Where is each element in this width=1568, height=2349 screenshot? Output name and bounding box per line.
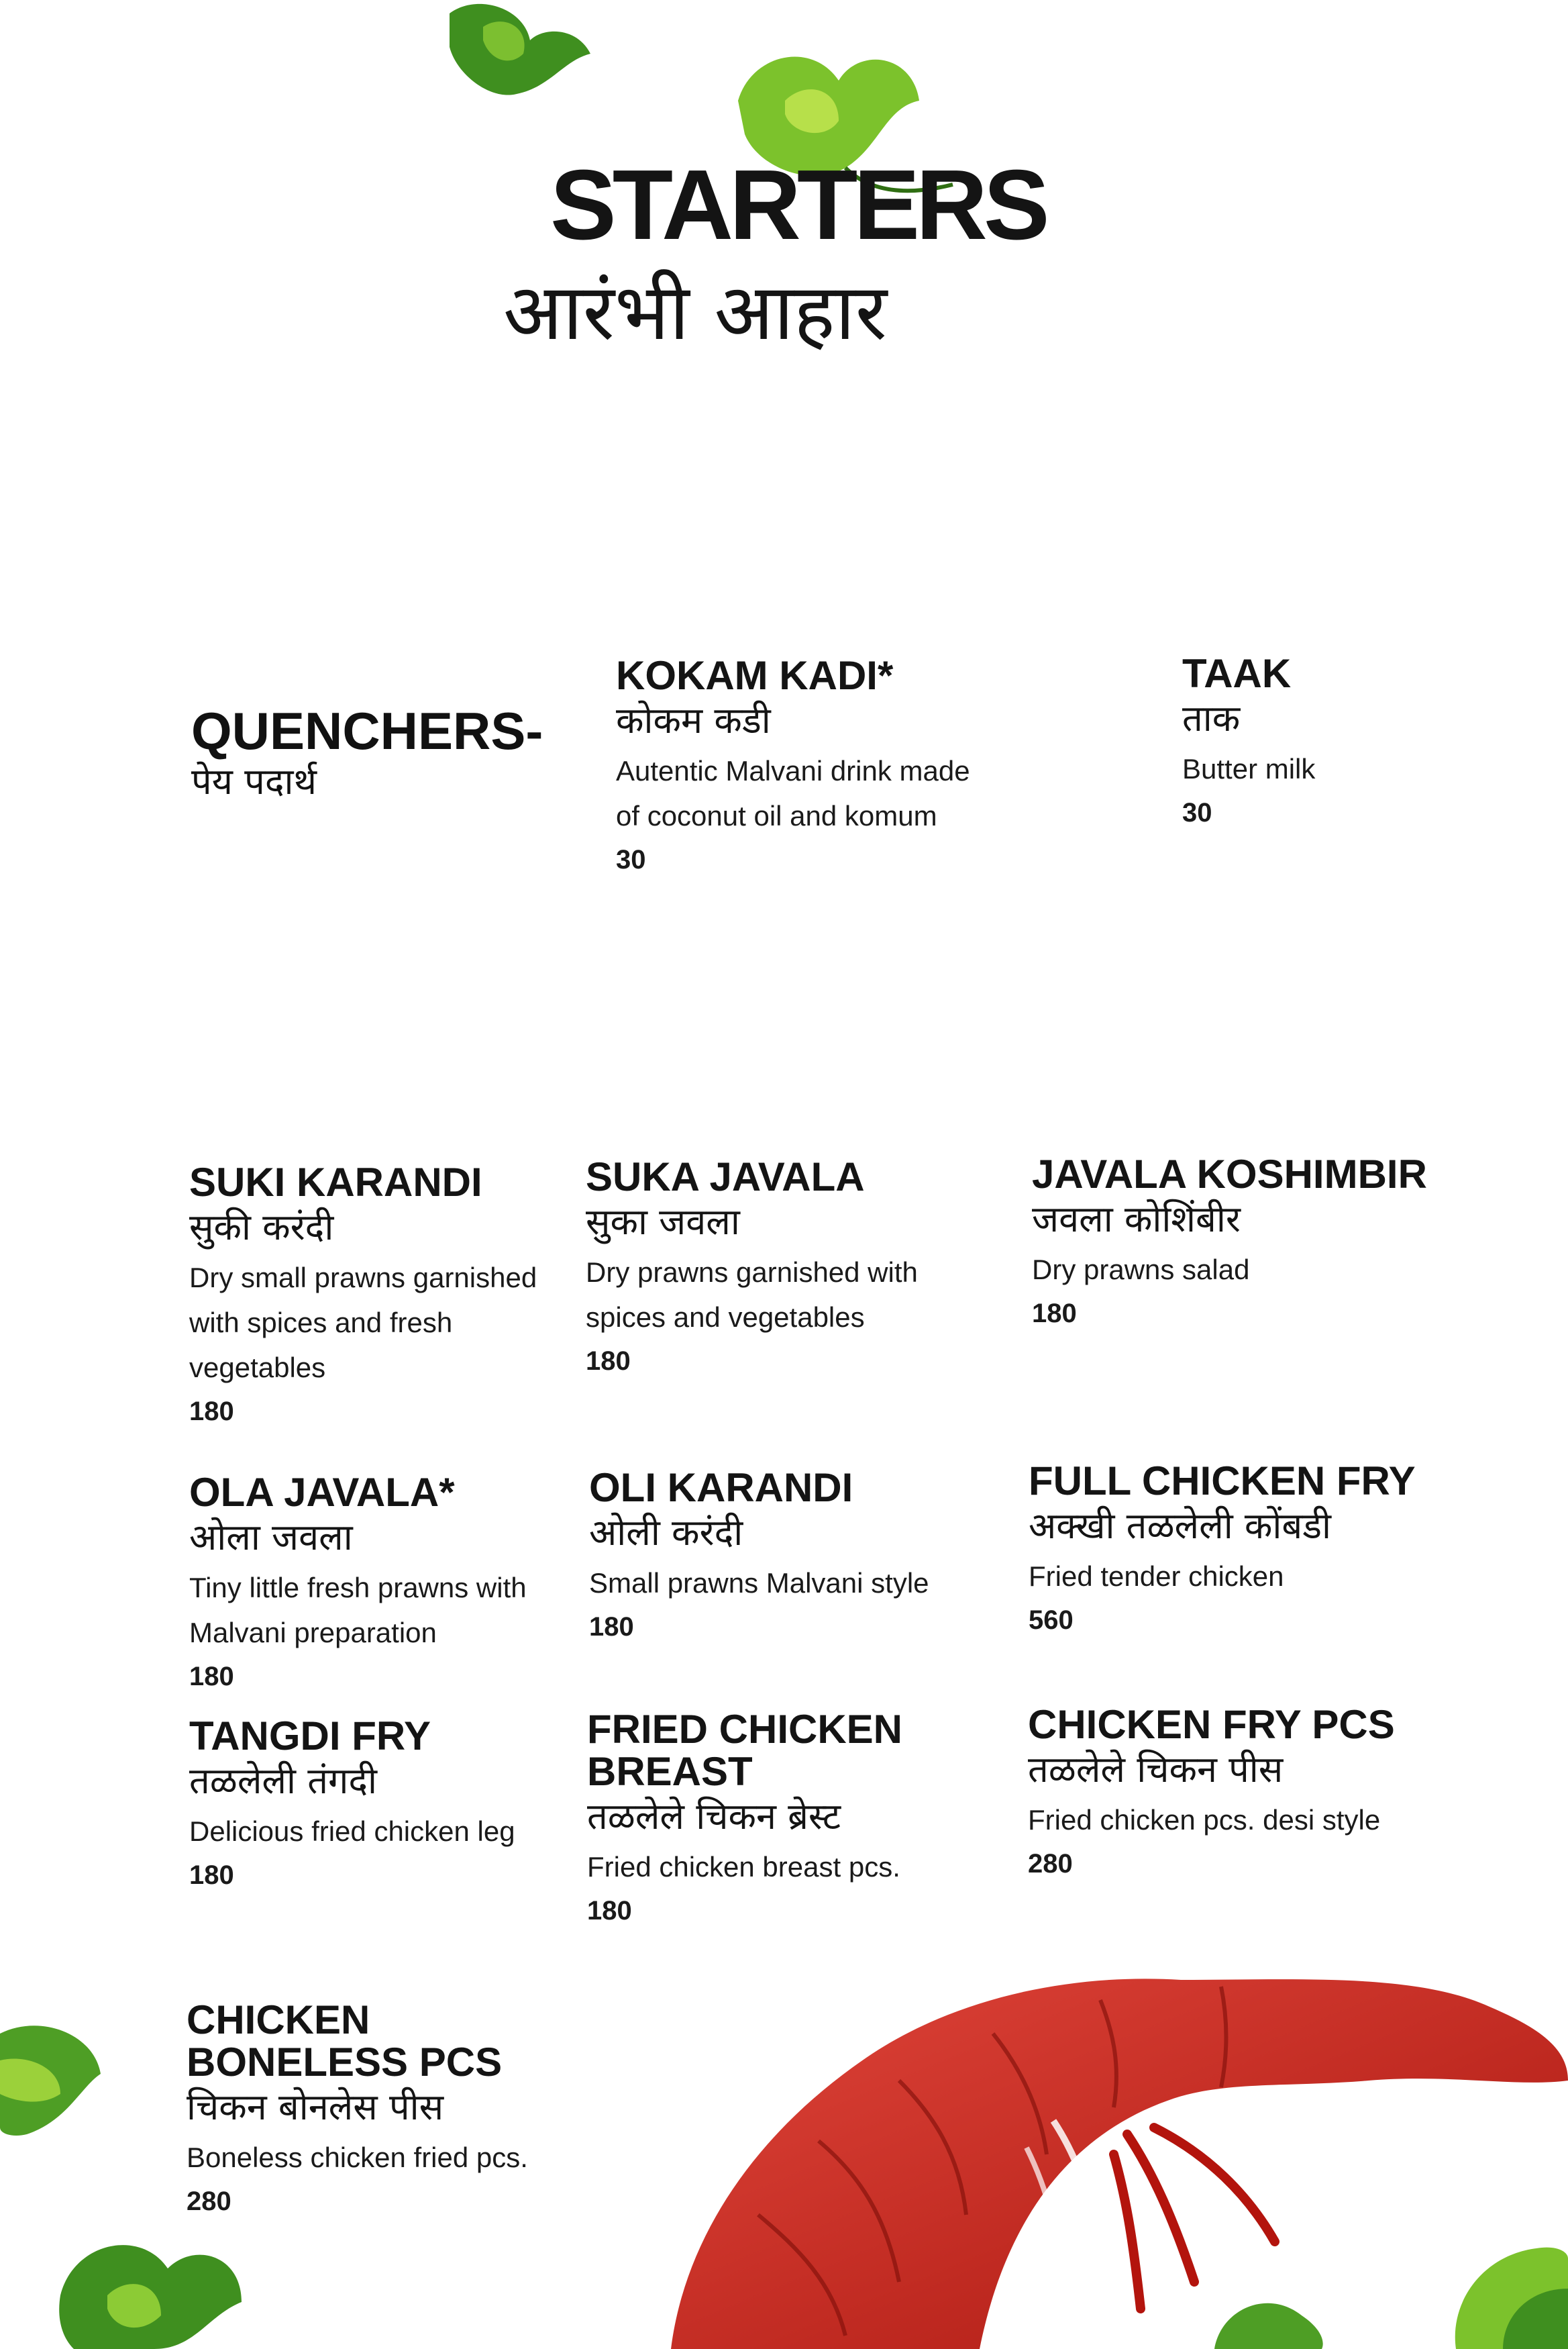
coriander-leaf-icon	[1429, 2228, 1568, 2349]
item-description: Delicious fried chicken leg	[189, 1815, 515, 1847]
item-name-marathi: ओली करंदी	[589, 1511, 743, 1554]
item-name-marathi: सुकी करंदी	[189, 1206, 334, 1248]
coriander-leaf-icon	[47, 2215, 248, 2349]
menu-item	[189, 1471, 565, 1698]
menu-item	[1028, 1703, 1471, 1885]
item-price: 280	[1028, 1848, 1073, 1879]
item-price: 280	[187, 2186, 231, 2216]
item-price: 180	[189, 1662, 234, 1692]
menu-item	[1182, 652, 1518, 834]
item-price: 180	[587, 1895, 632, 1926]
item-description: Dry prawns salad	[1032, 1253, 1250, 1285]
coriander-leaf-icon	[429, 0, 631, 107]
item-description: Fried tender chicken	[1029, 1560, 1284, 1592]
item-name-marathi: तळलेले चिकन पीस	[1028, 1748, 1284, 1791]
item-name: SUKA JAVALA	[586, 1154, 865, 1199]
item-name-marathi: तळलेली तंगदी	[189, 1760, 378, 1802]
item-description: Small prawns Malvani style	[589, 1566, 929, 1599]
coriander-leaf-icon	[0, 2007, 121, 2154]
item-name-marathi: ताक	[1182, 697, 1241, 740]
item-name-marathi: जवला कोशिंबीर	[1032, 1198, 1241, 1240]
item-name-marathi: चिकन बोनलेस पीस	[187, 2086, 444, 2128]
menu-item	[1029, 1460, 1471, 1642]
item-description: Fried chicken breast pcs.	[587, 1850, 900, 1883]
item-name-marathi: तळलेले चिकन ब्रेस्ट	[587, 1795, 841, 1838]
item-description: Boneless chicken fried pcs.	[187, 2141, 528, 2173]
item-price: 560	[1029, 1605, 1074, 1635]
section-title: QUENCHERS-	[191, 701, 543, 760]
item-name: SUKI KARANDI	[189, 1160, 482, 1205]
item-price: 180	[586, 1346, 631, 1377]
coriander-leaf-icon	[1208, 2282, 1328, 2349]
item-name-marathi: ओला जवला	[189, 1516, 353, 1558]
item-price: 180	[1032, 1298, 1077, 1328]
item-name: FRIED CHICKEN BREAST	[587, 1707, 903, 1794]
item-description: Fried chicken pcs. desi style	[1028, 1803, 1381, 1836]
menu-item	[586, 1156, 961, 1383]
item-name: CHICKEN BONELESS PCS	[187, 1997, 503, 2085]
section-subtitle: पेय पदार्थ	[191, 760, 317, 803]
item-description: Dry small prawns garnished with spices and fresh vegetables	[189, 1261, 537, 1384]
page-title: STARTERS	[550, 150, 1046, 260]
item-name: TAAK	[1182, 651, 1292, 696]
page-title-marathi: आरंभी आहार	[503, 267, 888, 358]
item-name: TANGDI FRY	[189, 1713, 431, 1758]
menu-item	[1032, 1153, 1475, 1335]
menu-item	[587, 1708, 963, 1932]
item-name-marathi: अक्खी तळलेली कोंबडी	[1029, 1505, 1332, 1547]
menu-item	[589, 1466, 965, 1648]
item-price: 180	[589, 1611, 634, 1642]
item-name: CHICKEN FRY PCS	[1028, 1702, 1395, 1747]
item-name: FULL CHICKEN FRY	[1029, 1458, 1416, 1503]
item-description: Butter milk	[1182, 752, 1316, 785]
item-name: KOKAM KADI*	[616, 653, 894, 698]
menu-item	[187, 1999, 562, 2223]
item-price: 180	[189, 1397, 234, 1427]
item-name: JAVALA KOSHIMBIR	[1032, 1152, 1427, 1197]
item-description: Dry prawns garnished with spices and vegetables	[586, 1256, 918, 1333]
item-price: 180	[189, 1860, 234, 1890]
item-name: OLA JAVALA*	[189, 1470, 455, 1515]
item-price: 30	[1182, 797, 1212, 828]
item-description: Autentic Malvani drink made of coconut oil and komum	[616, 754, 970, 832]
item-name-marathi: सुका जवला	[586, 1201, 740, 1243]
item-name-marathi: कोकम कडी	[616, 699, 771, 742]
menu-item	[189, 1715, 565, 1897]
menu-item	[616, 654, 992, 881]
item-price: 30	[616, 845, 646, 875]
item-description: Tiny little fresh prawns with Malvani preparation	[189, 1571, 527, 1648]
menu-item	[189, 1161, 565, 1433]
item-name: OLI KARANDI	[589, 1465, 853, 1510]
